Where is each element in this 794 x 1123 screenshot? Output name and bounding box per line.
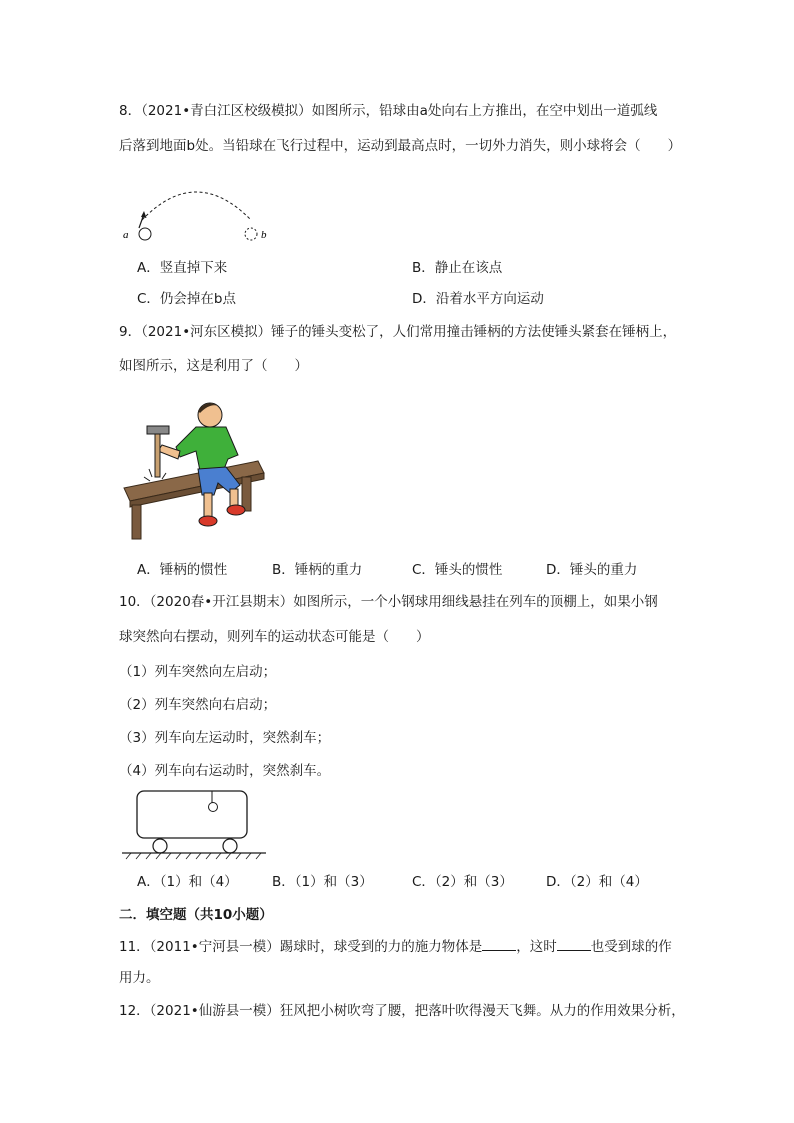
wheel-right — [223, 839, 237, 853]
q9-hammer-svg — [118, 393, 268, 543]
q8-trajectory-figure — [120, 176, 280, 246]
q11-part1: 11．（2011•宁河县一模）踢球时，球受到的力的施力物体是 — [119, 939, 483, 955]
label-a: a — [123, 229, 129, 241]
q10-condition-4: （4）列车向右运动时，突然刹车。 — [119, 763, 331, 779]
person-head — [198, 403, 222, 427]
ground-hatching — [126, 853, 261, 859]
steel-ball — [209, 803, 218, 812]
q9-option-d: D．锤头的重力 — [546, 562, 638, 578]
train-car — [137, 791, 247, 838]
q11-part3: 也受到球的作 — [590, 939, 672, 955]
shoe-left — [199, 516, 217, 526]
section-fill-in-blank-title: 二．填空题（共10小题） — [119, 907, 273, 923]
bench-leg-left — [132, 505, 141, 539]
dashed-arc — [142, 192, 251, 220]
bench-leg-right — [242, 477, 251, 511]
q10-condition-2: （2）列车突然向右启动； — [119, 697, 277, 713]
q9-text-line1: 9．（2021•河东区模拟）锤子的锤头变松了，人们常用撞击锤柄的方法使锤头紧套在锤柄上， — [119, 324, 677, 340]
q9-hammer-figure — [118, 393, 268, 543]
q10-option-b: B．（1）和（3） — [272, 874, 373, 890]
q8-option-a: A．竖直掉下来 — [137, 260, 228, 276]
q10-condition-3: （3）列车向左运动时，突然刹车； — [119, 730, 331, 746]
hammer-head — [147, 426, 169, 434]
label-b: b — [261, 229, 267, 241]
q8-trajectory-svg — [120, 176, 280, 246]
hammer-handle — [155, 431, 160, 477]
arrow-head-icon — [141, 211, 147, 218]
q10-text-line2: 球突然向右摆动，则列车的运动状态可能是（ ） — [119, 629, 430, 645]
q9-option-c: C．锤头的惯性 — [412, 562, 503, 578]
q9-option-a: A．锤柄的惯性 — [137, 562, 228, 578]
q11-part2: ，这时 — [516, 939, 557, 955]
shoe-right — [227, 505, 245, 515]
q9-option-b: B．锤柄的重力 — [272, 562, 363, 578]
q10-option-a: A．（1）和（4） — [137, 874, 238, 890]
q11-text-line2: 用力。 — [119, 970, 160, 986]
q10-train-figure — [120, 787, 270, 862]
person-leg-left — [204, 493, 212, 517]
q9-text-line2: 如图所示，这是利用了（ ） — [119, 358, 308, 374]
q10-option-d: D．（2）和（4） — [546, 874, 648, 890]
q10-condition-1: （1）列车突然向左启动； — [119, 664, 277, 680]
q10-text-line1: 10．（2020春•开江县期末）如图所示，一个小钢球用细线悬挂在列车的顶棚上，如果小钢 — [119, 594, 658, 610]
q8-option-d: D．沿着水平方向运动 — [412, 291, 544, 307]
q8-option-c: C．仍会掉在b点 — [137, 291, 236, 307]
q11-blank-1[interactable] — [482, 937, 516, 951]
q10-train-svg — [120, 787, 270, 862]
ball-b — [245, 228, 257, 240]
person-leg-right — [230, 489, 238, 507]
q12-text-line1: 12．（2021•仙游县一模）狂风把小树吹弯了腰，把落叶吹得漫天飞舞。从力的作用效果分析， — [119, 1003, 685, 1019]
q10-option-c: C．（2）和（3） — [412, 874, 513, 890]
q8-text-line2: 后落到地面b处。当铅球在飞行过程中，运动到最高点时，一切外力消失，则小球将会（ ） — [119, 138, 682, 154]
q11-blank-2[interactable] — [557, 937, 591, 951]
person-shirt — [176, 427, 238, 471]
wheel-left — [153, 839, 167, 853]
q11-text-line1 — [119, 937, 672, 956]
q8-text-line1: 8．（2021•青白江区校级模拟）如图所示，铅球由a处向右上方推出，在空中划出一道弧线 — [119, 103, 658, 119]
ball-a — [139, 228, 151, 240]
q8-option-b: B．静止在该点 — [412, 260, 503, 276]
